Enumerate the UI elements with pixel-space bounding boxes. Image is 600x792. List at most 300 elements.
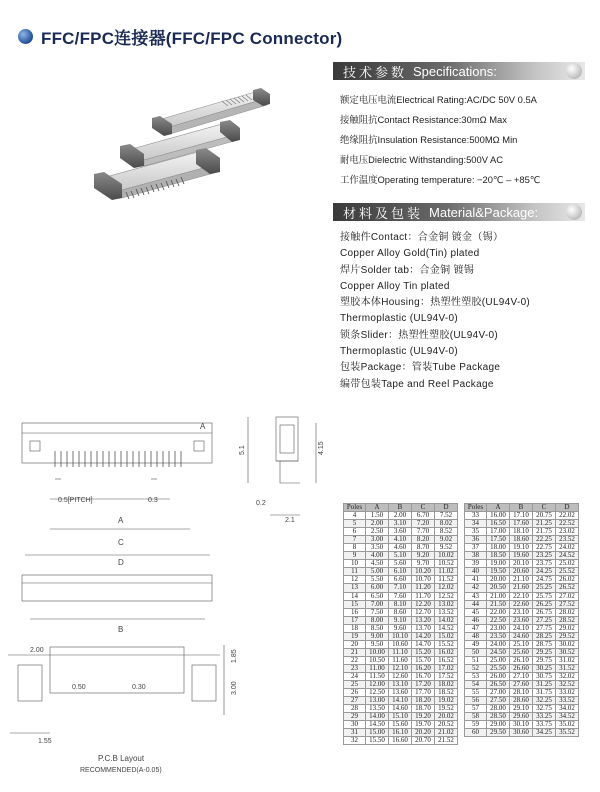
table-cell: 28.02	[556, 608, 579, 616]
table-cell: 14.20	[412, 632, 435, 640]
table-cell: 32.52	[556, 681, 579, 689]
table-cell: 23.00	[487, 624, 510, 632]
table-cell: 22.25	[533, 536, 556, 544]
table-cell: 3.50	[366, 544, 389, 552]
table-cell: 6.50	[366, 592, 389, 600]
table-row	[465, 600, 579, 608]
table-cell: 17.00	[487, 528, 510, 536]
table-cell: 34.02	[556, 705, 579, 713]
table-cell: 7.60	[389, 592, 412, 600]
table-row	[465, 592, 579, 600]
table-cell: 39	[465, 560, 487, 568]
table-cell: 24.50	[487, 648, 510, 656]
table-cell: 20.50	[487, 584, 510, 592]
table-cell: 37	[465, 544, 487, 552]
table-cell: 5.10	[389, 552, 412, 560]
table-row	[344, 616, 458, 624]
table-cell: 60	[465, 729, 487, 737]
table-cell: 10.60	[389, 640, 412, 648]
table-cell: 50	[465, 648, 487, 656]
material-line: Copper Alloy Tin plated	[340, 280, 450, 292]
spec-list	[340, 90, 595, 190]
product-photo	[80, 80, 300, 210]
material-line: Thermoplastic (UL94V-0)	[340, 346, 459, 358]
table-cell: 12.00	[366, 681, 389, 689]
table-cell: 1.50	[366, 512, 389, 520]
table-cell: 55	[465, 689, 487, 697]
table-cell: 31	[344, 729, 366, 737]
table-cell: 46	[465, 616, 487, 624]
table-cell: 12.10	[389, 664, 412, 672]
table-cell: 15.02	[435, 632, 458, 640]
table-cell: 24.60	[510, 632, 533, 640]
header-circle-icon	[566, 63, 582, 79]
table-cell: 23.52	[556, 536, 579, 544]
table-cell: 28.75	[533, 640, 556, 648]
table-cell: 17.70	[412, 689, 435, 697]
table-cell: 15.70	[412, 656, 435, 664]
table-cell: 33.75	[533, 721, 556, 729]
dimension-table-left	[343, 503, 458, 745]
table-cell: 6.60	[389, 576, 412, 584]
table-cell: 3.60	[389, 528, 412, 536]
table-cell: 15.00	[366, 729, 389, 737]
table-row	[344, 600, 458, 608]
table-cell: 29.00	[487, 721, 510, 729]
table-cell: 25.60	[510, 648, 533, 656]
table-cell: 19.50	[487, 568, 510, 576]
table-cell: 53	[465, 672, 487, 680]
pcb-pitch-label: 0.50	[72, 684, 86, 691]
table-cell: 22.52	[556, 520, 579, 528]
table-cell: 19.02	[435, 697, 458, 705]
table-cell: 22.10	[510, 592, 533, 600]
table-cell: 26.52	[556, 584, 579, 592]
table-cell: 16.10	[389, 729, 412, 737]
table-cell: 4	[344, 512, 366, 520]
table-cell: 20.20	[412, 729, 435, 737]
table-cell: 10.50	[366, 656, 389, 664]
table-cell: 24.10	[510, 624, 533, 632]
material-line: 塑胶本体Housing：热塑性塑胶(UL94V-0)	[340, 297, 531, 309]
table-row	[344, 608, 458, 616]
table-cell: 21.50	[487, 600, 510, 608]
label-d: D	[118, 558, 124, 567]
col-header-a: A	[487, 504, 510, 512]
table-cell: 33.02	[556, 689, 579, 697]
table-cell: 18	[344, 624, 366, 632]
table-cell: 6.10	[389, 568, 412, 576]
table-cell: 11.20	[412, 584, 435, 592]
table-cell: 5	[344, 520, 366, 528]
table-cell: 30.75	[533, 672, 556, 680]
table-cell: 18.20	[412, 697, 435, 705]
table-cell: 16.20	[412, 664, 435, 672]
table-cell: 17.50	[487, 536, 510, 544]
table-cell: 27.60	[510, 681, 533, 689]
table-cell: 32	[344, 737, 366, 745]
table-cell: 32.75	[533, 705, 556, 713]
table-cell: 7.00	[366, 600, 389, 608]
table-cell: 24.25	[533, 568, 556, 576]
table-cell: 27.10	[510, 672, 533, 680]
table-cell: 28.60	[510, 697, 533, 705]
pcb-edge-label: 1.55	[38, 738, 52, 745]
table-cell: 22.00	[487, 608, 510, 616]
table-cell: 19	[344, 632, 366, 640]
table-cell: 34.52	[556, 713, 579, 721]
table-cell: 13.50	[366, 705, 389, 713]
spec-line: 耐电压Dielectric Withstanding:500V AC	[340, 154, 504, 165]
table-cell: 44	[465, 600, 487, 608]
table-cell: 35.02	[556, 721, 579, 729]
table-cell: 28.50	[487, 713, 510, 721]
table-cell: 26.25	[533, 600, 556, 608]
table-cell: 15.20	[412, 648, 435, 656]
table-cell: 21.52	[435, 737, 458, 745]
height-label-2: 4.15	[318, 441, 325, 455]
table-cell: 18.00	[487, 544, 510, 552]
col-header-poles: Poles	[344, 504, 366, 512]
table-cell: 21.00	[487, 592, 510, 600]
table-cell: 27.50	[487, 697, 510, 705]
table-cell: 25.10	[510, 640, 533, 648]
table-cell: 8.10	[389, 600, 412, 608]
table-cell: 17.10	[510, 512, 533, 520]
table-cell: 21.10	[510, 576, 533, 584]
header-circle-icon	[566, 204, 582, 220]
table-cell: 10.70	[412, 576, 435, 584]
col-header-a: A	[366, 504, 389, 512]
table-cell: 13.02	[435, 600, 458, 608]
table-cell: 2.00	[389, 512, 412, 520]
spec-line: 绝缘阻抗Insulation Resistance:500MΩ Min	[340, 134, 518, 145]
table-body-right	[465, 512, 579, 737]
table-cell: 28.52	[556, 616, 579, 624]
table-cell: 24.02	[556, 544, 579, 552]
table-cell: 38	[465, 552, 487, 560]
table-cell: 12.52	[435, 592, 458, 600]
table-cell: 31.02	[556, 656, 579, 664]
table-cell: 10.00	[366, 648, 389, 656]
table-cell: 16	[344, 608, 366, 616]
table-cell: 23.60	[510, 616, 533, 624]
table-cell: 14.60	[389, 705, 412, 713]
table-cell: 27.00	[487, 689, 510, 697]
table-cell: 28.25	[533, 632, 556, 640]
table-cell: 17.60	[510, 520, 533, 528]
table-cell: 11.52	[435, 576, 458, 584]
table-cell: 9.50	[366, 640, 389, 648]
table-cell: 10	[344, 560, 366, 568]
table-cell: 20.10	[510, 560, 533, 568]
table-cell: 32.25	[533, 697, 556, 705]
table-cell: 12.20	[412, 600, 435, 608]
table-cell: 40	[465, 568, 487, 576]
label-b: B	[118, 625, 124, 634]
col-header-d: D	[435, 504, 458, 512]
table-cell: 29.50	[487, 729, 510, 737]
table-cell: 7.50	[366, 608, 389, 616]
material-line: 接触件Contact：合金铜 镀金（锡）	[340, 232, 504, 243]
table-cell: 11.10	[389, 648, 412, 656]
table-cell: 18.60	[510, 536, 533, 544]
table-cell: 12.60	[389, 672, 412, 680]
table-cell: 11.02	[435, 568, 458, 576]
table-row	[465, 616, 579, 624]
material-line: 焊片Solder tab：合金铜 镀锡	[340, 264, 475, 276]
table-cell: 15.50	[366, 737, 389, 745]
table-cell: 18.02	[435, 681, 458, 689]
table-cell: 8.02	[435, 520, 458, 528]
table-cell: 21.75	[533, 528, 556, 536]
table-cell: 14.52	[435, 624, 458, 632]
table-cell: 22.75	[533, 544, 556, 552]
table-cell: 16.50	[487, 520, 510, 528]
material-line: Copper Alloy Gold(Tin) plated	[340, 248, 480, 260]
table-cell: 28.00	[487, 705, 510, 713]
table-cell: 14.50	[366, 721, 389, 729]
table-cell: 11.50	[366, 672, 389, 680]
table-cell: 43	[465, 592, 487, 600]
table-cell: 28	[344, 705, 366, 713]
spec-line: 工作温度Operating temperature: −20℃ – +85℃	[340, 174, 541, 185]
table-row	[344, 737, 458, 745]
material-line: 编带包装Tape and Reel Package	[340, 378, 494, 390]
table-row	[344, 584, 458, 592]
col-header-poles: Poles	[465, 504, 487, 512]
table-cell: 27.25	[533, 616, 556, 624]
table-cell: 16.00	[487, 512, 510, 520]
table-cell: 9	[344, 552, 366, 560]
label-a-top: A	[200, 422, 206, 431]
table-cell: 29.60	[510, 713, 533, 721]
table-cell: 5.60	[389, 560, 412, 568]
table-cell: 18.50	[487, 552, 510, 560]
table-cell: 23.10	[510, 608, 533, 616]
spec-header-cn: 技术参数	[343, 64, 408, 80]
height-label-1: 5.1	[239, 445, 246, 455]
table-cell: 19.70	[412, 721, 435, 729]
table-cell: 7.10	[389, 584, 412, 592]
table-cell: 16.60	[389, 737, 412, 745]
title-bullet-icon	[18, 29, 33, 44]
table-cell: 25.00	[487, 656, 510, 664]
table-cell: 8	[344, 544, 366, 552]
front-view	[22, 423, 212, 555]
table-cell: 27	[344, 697, 366, 705]
table-cell: 23.02	[556, 528, 579, 536]
table-cell: 33.52	[556, 697, 579, 705]
title-row	[18, 24, 342, 49]
table-cell: 9.00	[366, 632, 389, 640]
table-cell: 21.60	[510, 584, 533, 592]
material-line: Thermoplastic (UL94V-0)	[340, 313, 459, 325]
table-cell: 4.50	[366, 560, 389, 568]
table-cell: 29.75	[533, 656, 556, 664]
table-cell: 11.00	[366, 664, 389, 672]
table-cell: 9.20	[412, 552, 435, 560]
table-cell: 34	[465, 520, 487, 528]
table-cell: 4.60	[389, 544, 412, 552]
technical-drawing	[0, 395, 345, 792]
table-cell: 26	[344, 689, 366, 697]
table-cell: 29.02	[556, 624, 579, 632]
table-cell: 25.25	[533, 584, 556, 592]
table-cell: 19.20	[412, 713, 435, 721]
table-cell: 23.50	[487, 632, 510, 640]
table-cell: 48	[465, 632, 487, 640]
table-cell: 11.60	[389, 656, 412, 664]
table-cell: 30	[344, 721, 366, 729]
table-cell: 13.70	[412, 624, 435, 632]
label-c: C	[118, 538, 124, 547]
table-cell: 20.00	[487, 576, 510, 584]
bottom-view	[22, 575, 212, 619]
table-cell: 21	[344, 648, 366, 656]
table-cell: 19.00	[487, 560, 510, 568]
table-cell: 22.50	[487, 616, 510, 624]
table-cell: 19.52	[435, 705, 458, 713]
table-cell: 16.52	[435, 656, 458, 664]
table-cell: 45	[465, 608, 487, 616]
col-header-c: C	[412, 504, 435, 512]
table-cell: 8.50	[366, 624, 389, 632]
table-cell: 52	[465, 664, 487, 672]
spec-header	[333, 62, 585, 80]
table-cell: 57	[465, 705, 487, 713]
table-cell: 6.00	[366, 584, 389, 592]
table-cell: 35.52	[556, 729, 579, 737]
table-cell: 22.60	[510, 600, 533, 608]
table-cell: 4.10	[389, 536, 412, 544]
pcb-height-label-2: 3.00	[231, 681, 238, 695]
table-cell: 33.25	[533, 713, 556, 721]
table-cell: 12.02	[435, 584, 458, 592]
table-cell: 27.75	[533, 624, 556, 632]
table-cell: 12	[344, 576, 366, 584]
table-cell: 30.52	[556, 648, 579, 656]
table-cell: 29	[344, 713, 366, 721]
table-cell: 16.02	[435, 648, 458, 656]
spec-line: 接触阻抗Contact Resistance:30mΩ Max	[340, 114, 507, 125]
table-cell: 14.10	[389, 697, 412, 705]
table-cell: 8.52	[435, 528, 458, 536]
table-cell: 6	[344, 528, 366, 536]
table-cell: 15	[344, 600, 366, 608]
table-cell: 8.70	[412, 544, 435, 552]
table-cell: 10.52	[435, 560, 458, 568]
table-cell: 20.60	[510, 568, 533, 576]
table-cell: 2.50	[366, 528, 389, 536]
table-cell: 15.52	[435, 640, 458, 648]
table-cell: 35	[465, 528, 487, 536]
material-list	[340, 230, 595, 393]
table-cell: 34.25	[533, 729, 556, 737]
table-cell: 16.70	[412, 672, 435, 680]
table-cell: 19.60	[510, 552, 533, 560]
table-cell: 7.20	[412, 520, 435, 528]
table-cell: 20.52	[435, 721, 458, 729]
table-cell: 12.50	[366, 689, 389, 697]
table-cell: 29.10	[510, 705, 533, 713]
table-cell: 10.20	[412, 568, 435, 576]
table-cell: 41	[465, 576, 487, 584]
table-cell: 3.00	[366, 536, 389, 544]
label-a: A	[118, 516, 124, 525]
pcb-width-label: 2.00	[30, 647, 44, 654]
table-cell: 19.10	[510, 544, 533, 552]
table-cell: 25.75	[533, 592, 556, 600]
table-cell: 23	[344, 664, 366, 672]
table-cell: 18.52	[435, 689, 458, 697]
table-cell: 15.10	[389, 713, 412, 721]
table-body-left	[344, 512, 458, 745]
table-cell: 56	[465, 697, 487, 705]
table-cell: 9.70	[412, 560, 435, 568]
table-cell: 33	[465, 512, 487, 520]
table-cell: 42	[465, 584, 487, 592]
material-header-en: Material&Package:	[429, 204, 539, 220]
table-row	[344, 592, 458, 600]
table-cell: 21.25	[533, 520, 556, 528]
table-cell: 7.52	[435, 512, 458, 520]
table-cell: 8.60	[389, 608, 412, 616]
table-cell: 5.00	[366, 568, 389, 576]
table-cell: 9.52	[435, 544, 458, 552]
table-cell: 29.52	[556, 632, 579, 640]
table-cell: 26.60	[510, 664, 533, 672]
table-cell: 13.00	[366, 697, 389, 705]
table-cell: 21.02	[435, 729, 458, 737]
table-cell: 17.02	[435, 664, 458, 672]
table-cell: 30.25	[533, 664, 556, 672]
table-cell: 59	[465, 721, 487, 729]
table-cell: 14.70	[412, 640, 435, 648]
table-cell: 9.60	[389, 624, 412, 632]
table-cell: 20.75	[533, 512, 556, 520]
table-cell: 24.52	[556, 552, 579, 560]
table-cell: 25.02	[556, 560, 579, 568]
table-cell: 26.10	[510, 656, 533, 664]
table-cell: 18.70	[412, 705, 435, 713]
table-cell: 25.50	[487, 664, 510, 672]
table-cell: 17	[344, 616, 366, 624]
table-cell: 24	[344, 672, 366, 680]
pcb-height-label-1: 1.85	[231, 649, 238, 663]
table-cell: 22.02	[556, 512, 579, 520]
material-line: 锁条Slider：热塑性塑胶(UL94V-0)	[340, 329, 499, 341]
table-cell: 9.02	[435, 536, 458, 544]
table-cell: 49	[465, 640, 487, 648]
spec-header-en: Specifications:	[413, 63, 497, 79]
table-cell: 10.02	[435, 552, 458, 560]
table-row	[465, 729, 579, 737]
table-cell: 11	[344, 568, 366, 576]
table-cell: 17.20	[412, 681, 435, 689]
pcb-layout-subtitle: RECOMMENDED(A-0.05)	[80, 767, 162, 774]
table-cell: 13.20	[412, 616, 435, 624]
table-cell: 26.00	[487, 672, 510, 680]
table-cell: 2.00	[366, 520, 389, 528]
table-cell: 6.70	[412, 512, 435, 520]
pcb-pad-label: 0.30	[132, 684, 146, 691]
table-cell: 13.52	[435, 608, 458, 616]
table-cell: 8.20	[412, 536, 435, 544]
table-cell: 30.60	[510, 729, 533, 737]
table-cell: 3.10	[389, 520, 412, 528]
table-cell: 14	[344, 592, 366, 600]
